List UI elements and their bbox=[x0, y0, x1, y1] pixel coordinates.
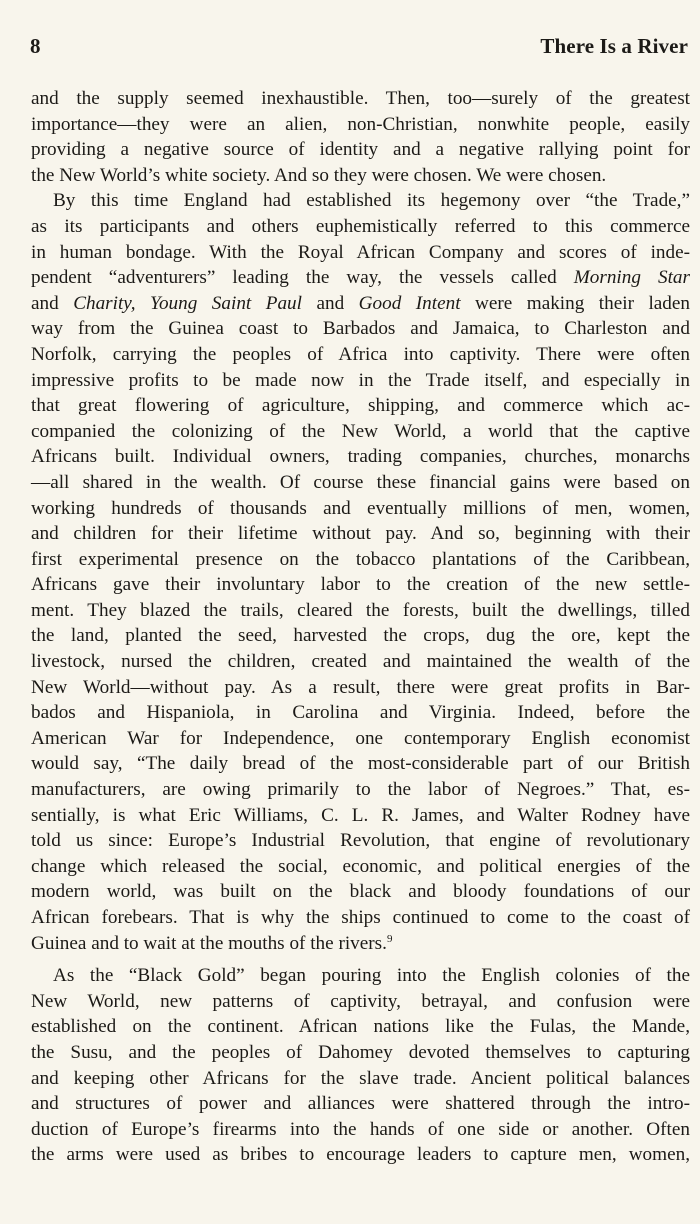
footnote-marker: 9 bbox=[386, 932, 393, 945]
text-fragment: pendent “adventurers” leading the way, the vessels called bbox=[31, 267, 574, 289]
text-line: the land, planted the seed, harvested the crops, dug the ore, kept the bbox=[31, 625, 690, 647]
text-fragment: and bbox=[31, 292, 74, 314]
text-line: New World, new patterns of captivity, betrayal, and confusion were bbox=[31, 990, 690, 1012]
text-line: livestock, nursed the children, created and maintained the wealth of the bbox=[31, 651, 690, 673]
text-line: providing a negative source of identity and a negative rallying point for bbox=[31, 139, 690, 161]
text-line: Norfolk, carrying the peoples of Africa into captivity. There were often bbox=[31, 343, 690, 365]
text-line: Africans built. Individual owners, trading companies, churches, monarchs bbox=[31, 446, 690, 468]
page-number: 8 bbox=[30, 34, 41, 58]
text-line: first experimental presence on the tobacco plantations of the Caribbean, bbox=[31, 548, 690, 570]
text-fragment: were making their laden bbox=[460, 292, 690, 314]
text-line: way from the Guinea coast to Barbados and Jamaica, to Charleston and bbox=[31, 318, 690, 340]
text-line: companied the colonizing of the New World, a world that the captive bbox=[31, 420, 690, 442]
ship-name-young-saint-paul: Young Saint Paul bbox=[150, 292, 302, 314]
text-line: modern world, was built on the black and bloody foundations of our bbox=[31, 881, 690, 903]
text-line: By this time England had established its hegemony over “the Trade,” bbox=[53, 190, 690, 212]
text-line: impressive profits to be made now in the Trade itself, and especially in bbox=[31, 369, 690, 391]
text-line: would say, “The daily bread of the most-considerable part of our British bbox=[31, 753, 690, 775]
text-line-ships-1 bbox=[31, 265, 690, 291]
text-line-ships-2 bbox=[31, 291, 690, 317]
text-line: in human bondage. With the Royal African Company and scores of inde- bbox=[31, 241, 690, 263]
text-line: the Susu, and the peoples of Dahomey devoted themselves to capturing bbox=[31, 1041, 690, 1063]
text-line: bados and Hispaniola, in Carolina and Virginia. Indeed, before the bbox=[31, 702, 690, 724]
text-line: New World—without pay. As a result, there were great profits in Bar- bbox=[31, 676, 690, 698]
text-line: ment. They blazed the trails, cleared the forests, built the dwellings, tilled bbox=[31, 599, 690, 621]
text-line: and structures of power and alliances were shattered through the intro- bbox=[31, 1093, 690, 1115]
text-line: sentially, is what Eric Williams, C. L. R. James, and Walter Rodney have bbox=[31, 804, 690, 826]
text-line: —all shared in the wealth. Of course these financial gains were based on bbox=[31, 471, 690, 493]
text-line: duction of Europe’s firearms into the hands of one side or another. Often bbox=[31, 1118, 690, 1140]
text-line: change which released the social, economic, and political energies of the bbox=[31, 855, 690, 877]
text-line: and children for their lifetime without pay. And so, beginning with their bbox=[31, 523, 690, 545]
text-line: told us since: Europe’s Industrial Revolution, that engine of revolutionary bbox=[31, 830, 690, 852]
running-header bbox=[30, 34, 688, 59]
text-line: the New World’s white society. And so they were chosen. We were chosen. bbox=[31, 164, 607, 186]
ship-name-good-intent: Good Intent bbox=[358, 292, 461, 314]
text-line: American War for Independence, one contemporary English economist bbox=[31, 727, 690, 749]
ship-name-morning-star: Morning Star bbox=[573, 267, 690, 289]
text-line: that great flowering of agriculture, shipping, and commerce which ac- bbox=[31, 395, 690, 417]
text-line-with-footnote bbox=[31, 931, 690, 957]
text-fragment: and bbox=[301, 292, 359, 314]
text-line: African forebears. That is why the ships continued to come to the coast of bbox=[31, 907, 690, 928]
text-line: working hundreds of thousands and eventually millions of men, women, bbox=[31, 497, 690, 519]
ship-name-charity: Charity, bbox=[73, 292, 136, 314]
text-line: and keeping other Africans for the slave trade. Ancient political balances bbox=[31, 1067, 690, 1089]
text-line: importance—they were an alien, non-Christian, nonwhite people, easily bbox=[31, 113, 690, 135]
text-line: as its participants and others euphemistically referred to this commerce bbox=[31, 215, 690, 237]
text-line: the arms were used as bribes to encourage leaders to capture men, women, bbox=[31, 1144, 690, 1166]
running-title: There Is a River bbox=[540, 34, 688, 58]
text-fragment: Guinea and to wait at the mouths of the rivers. bbox=[31, 932, 387, 954]
text-line: manufacturers, are owing primarily to the labor of Negroes.” That, es- bbox=[31, 779, 690, 801]
text-line: As the “Black Gold” began pouring into the English colonies of the bbox=[53, 965, 690, 987]
text-line: Africans gave their involuntary labor to the creation of the new settle- bbox=[31, 574, 690, 596]
text-line: and the supply seemed inexhaustible. Then, too—surely of the greatest bbox=[31, 88, 690, 109]
text-line: established on the continent. African nations like the Fulas, the Mande, bbox=[31, 1016, 690, 1038]
body-text bbox=[31, 86, 690, 1168]
